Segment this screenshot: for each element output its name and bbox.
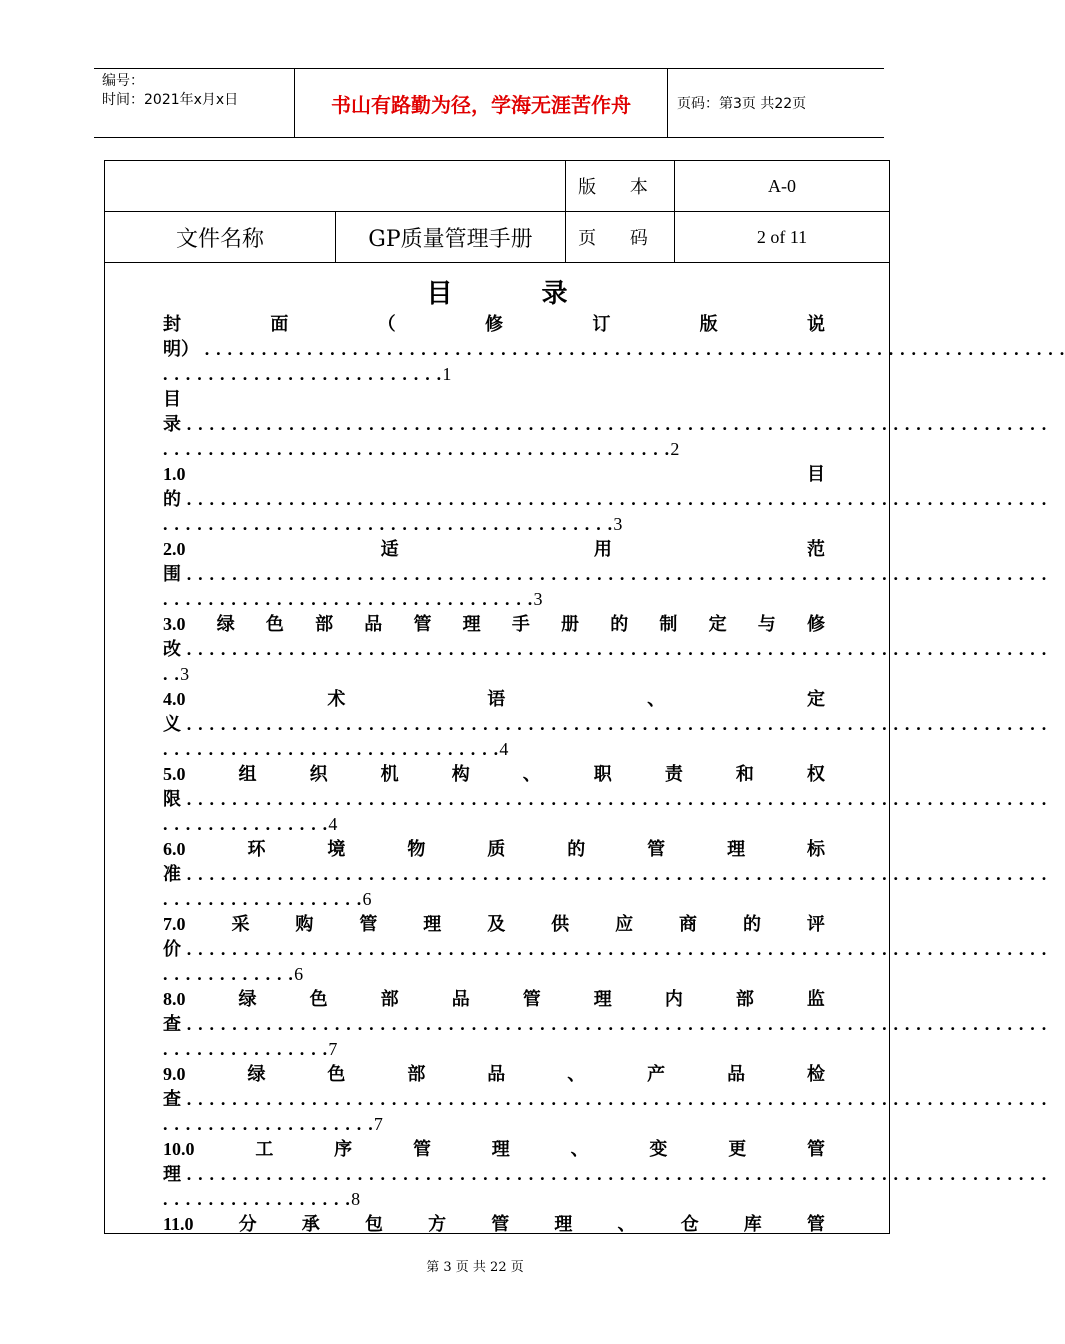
toc-heading-part: 术 bbox=[327, 689, 346, 709]
toc-heading-part: 修 bbox=[806, 614, 825, 634]
dot-leader: . . . . . . . . . . . . . . . . . . . . . . . . . . . . . . . . . . . . . . . . . . . . . . . . . . . . . . . . . . . . . . . . . . . . . . . . . . . . bbox=[181, 414, 1048, 434]
toc-heading-part: 理 bbox=[423, 914, 442, 934]
time-line: 时间：2021年x月x日 bbox=[102, 92, 239, 108]
toc-entry-heading bbox=[163, 762, 825, 787]
toc-heading-part: 部 bbox=[407, 1064, 426, 1084]
toc-heading-tail: 改 bbox=[163, 639, 181, 659]
dot-leader: . . . . . . . . . . . . . . . . . . . . . . . . . . . . . . . . . . . . . . . . . . . . . . . . . . . . . . . . . . . . . . . . . . . . . . . . . . . . bbox=[181, 1089, 1048, 1109]
toc-heading-part: 管 bbox=[412, 1139, 431, 1159]
toc-heading-part: 的 bbox=[610, 614, 629, 634]
toc-heading-part: 色 bbox=[265, 614, 284, 634]
toc-heading-part: 、 bbox=[617, 1214, 636, 1234]
toc-heading-part: 5.0 bbox=[163, 764, 186, 784]
toc-heading-part: 品 bbox=[487, 1064, 506, 1084]
toc-entry-page-line bbox=[163, 812, 825, 837]
toc-entry-page-line bbox=[163, 437, 825, 462]
toc-heading-part: 商 bbox=[679, 914, 697, 934]
toc-heading-part: 理 bbox=[554, 1214, 573, 1234]
toc-entry-page-line bbox=[163, 662, 825, 687]
filename-label: 文件名称 bbox=[175, 226, 264, 252]
toc-heading-part: 制 bbox=[659, 614, 678, 634]
toc-heading-part: 理 bbox=[491, 1139, 510, 1159]
toc-heading-part: 绿 bbox=[247, 1064, 266, 1084]
toc-heading-part: 织 bbox=[309, 764, 328, 784]
toc-entry-tail bbox=[163, 487, 1048, 512]
toc-entry-page-line bbox=[163, 962, 825, 987]
dot-leader: . . . . . . . . . . . . . . . . . bbox=[163, 1189, 352, 1209]
toc-entry-heading bbox=[163, 312, 825, 337]
toc-heading-part: 定 bbox=[708, 614, 727, 634]
document-frame bbox=[104, 160, 1065, 1234]
toc-heading-part: 仓 bbox=[680, 1214, 699, 1234]
toc-heading-part: 、 bbox=[567, 1064, 586, 1084]
dot-leader: . . . . . . . . . . . . . . . . . . . . . . . . . . . . . . . . . . . . . . . . . . . . . . . . . . . . . . . . . . . . . . . . . . . . . . . . . . . . bbox=[181, 639, 1048, 659]
toc-heading-part: 管 bbox=[359, 914, 378, 934]
toc-entry-heading bbox=[163, 837, 825, 862]
toc-heading-part: 绿 bbox=[216, 614, 235, 634]
toc-page-number: 6 bbox=[294, 964, 304, 984]
toc-entry-heading bbox=[163, 387, 825, 412]
toc-heading-tail: 准 bbox=[163, 864, 181, 884]
dot-leader: . . . . . . . . . . . . . . . . . . . . . . . . . . . . . . . . . . . . . . . . . . . . . . . . . . . . . . . . . . . . . . . . . . . . . . . . . . . . bbox=[181, 789, 1048, 809]
toc-entry-heading bbox=[163, 687, 825, 712]
toc-entry-page-line bbox=[163, 1112, 825, 1137]
dot-leader: . . . . . . . . . . . . . . . . . . . . . . . . . . . . . . . . . . . . . . . . . . . . . . . . . . . . . . . . . . . . . . . . . . . . . . . . . . . . bbox=[199, 339, 1065, 359]
dot-leader: . . . . . . . . . . . . . . . . . . . . . . . . . . . . . . . . . . . . . . . . . . . . . . . . . . . . . . . . . . . . . . . . . . . . . . . . . . . . bbox=[181, 864, 1048, 884]
toc-heading-part: 品 bbox=[451, 989, 470, 1009]
toc-heading-part: 采 bbox=[231, 914, 250, 934]
toc-heading-part: 目 bbox=[807, 464, 825, 484]
toc-heading-part: 11.0 bbox=[163, 1214, 194, 1234]
toc-heading-tail: 录 bbox=[163, 414, 181, 434]
dot-leader: . . . . . . . . . . . . . . . . . . . bbox=[163, 1114, 374, 1134]
toc-heading-part: 承 bbox=[301, 1214, 320, 1234]
toc-heading-part: 部 bbox=[735, 989, 754, 1009]
toc-entry-tail bbox=[163, 562, 1048, 587]
dot-leader: . . . . . . . . . . . . . . . . . . . . . . . . . . . . . . . . . . . . . . . . . . . . . . . . . . . . . . . . . . . . . . . . . . . . . . . . . . . . bbox=[181, 489, 1048, 509]
toc-heading-part: 、 bbox=[647, 689, 666, 709]
toc-heading-part: 质 bbox=[487, 839, 506, 859]
toc-heading-tail: 明） bbox=[163, 339, 199, 359]
toc-heading-part: 管 bbox=[413, 614, 432, 634]
toc-heading-part: 机 bbox=[380, 764, 399, 784]
dot-leader: . . . . . . . . . . . . . . . . . . . . . . . . . . . . . . . . . . . . . . . . . . . . . . . . . . . . . . . . . . . . . . . . . . . . . . . . . . . . bbox=[181, 1014, 1048, 1034]
toc-heading-part: 语 bbox=[487, 689, 506, 709]
doc-header-row-2 bbox=[105, 212, 889, 263]
toc-page-number: 4 bbox=[328, 814, 338, 834]
toc-heading-part: 责 bbox=[664, 764, 683, 784]
toc-heading-part: 1.0 bbox=[163, 464, 186, 484]
toc-heading-tail: 限 bbox=[163, 789, 181, 809]
dot-leader: . . . . . . . . . . . . . . . . . . . . . . . . . . . . . . bbox=[163, 739, 500, 759]
toc-heading-part: 和 bbox=[735, 764, 754, 784]
toc-heading-part: 包 bbox=[364, 1214, 383, 1234]
toc-heading-part: 供 bbox=[551, 914, 570, 934]
toc-entry-heading bbox=[163, 462, 825, 487]
dot-leader: . . . . . . . . . . . . . . . . . . . . . . . . . . . . . . . . . . . . . . . . . . . . . . . . . . . . . . . . . . . . . . . . . . . . . . . . . . . . bbox=[181, 564, 1048, 584]
toc-heading-part: 9.0 bbox=[163, 1064, 186, 1084]
toc-page-number: 6 bbox=[362, 889, 372, 909]
dot-leader: . . . . . . . . . . . . . . . . . . . . . . . . . . . . . . . . . . . . . . . . . . . . . . . . . . . . . . . . . . . . . . . . . . . . . . . . . . . . bbox=[181, 1164, 1048, 1184]
toc-heading-tail: 理 bbox=[163, 1164, 181, 1184]
toc-page-number: 4 bbox=[499, 739, 509, 759]
doc-header-row-1 bbox=[105, 161, 889, 212]
toc-page-number: 7 bbox=[373, 1114, 383, 1134]
toc-heading-part: 订 bbox=[592, 314, 611, 334]
toc-heading-part: 理 bbox=[462, 614, 481, 634]
toc-heading-tail: 围 bbox=[163, 564, 181, 584]
dot-leader: . . bbox=[163, 664, 181, 684]
toc-heading-part: 部 bbox=[315, 614, 334, 634]
toc-heading-part: 产 bbox=[647, 1064, 666, 1084]
toc-entry-tail bbox=[163, 937, 1048, 962]
toc-heading-part: 2.0 bbox=[163, 539, 186, 559]
header-page-info: 页码：第3页 共22页 bbox=[677, 96, 807, 112]
toc-heading-part: 目 bbox=[163, 389, 181, 409]
toc-heading-part: 理 bbox=[727, 839, 746, 859]
toc-heading-part: 构 bbox=[451, 764, 470, 784]
toc-heading-part: 部 bbox=[380, 989, 399, 1009]
toc-entry-page-line bbox=[163, 1187, 825, 1212]
filename-value: GP质量管理手册 bbox=[335, 212, 565, 262]
toc-heading-part: 组 bbox=[238, 764, 257, 784]
toc-heading-part: 说 bbox=[806, 314, 825, 334]
dot-leader: . . . . . . . . . . . . . . . . . . . . . . . . . . . . . . . . . . . . . . . . . . . . . . . . . . . . . . . . . . . . . . . . . . . . . . . . . . . . bbox=[181, 939, 1048, 959]
toc-list bbox=[163, 312, 1065, 1237]
toc-entry-heading bbox=[163, 1062, 825, 1087]
toc-page-number: 3 bbox=[613, 514, 623, 534]
toc-entry-tail bbox=[163, 412, 1048, 437]
dot-leader: . . . . . . . . . . . . bbox=[163, 964, 295, 984]
toc-heading-part: 更 bbox=[728, 1139, 747, 1159]
toc-heading-part: 检 bbox=[807, 1064, 825, 1084]
toc-heading-part: 及 bbox=[487, 914, 506, 934]
toc-page-number: 3 bbox=[533, 589, 543, 609]
toc-heading-part: 管 bbox=[491, 1214, 510, 1234]
toc-heading-part: 应 bbox=[615, 914, 634, 934]
toc-entry-heading bbox=[163, 1212, 825, 1237]
toc-heading-part: 评 bbox=[806, 914, 825, 934]
toc-heading-part: 用 bbox=[593, 539, 612, 559]
toc-heading-part: 库 bbox=[743, 1214, 762, 1234]
toc-heading-part: 范 bbox=[806, 539, 825, 559]
toc-heading-part: 版 bbox=[699, 314, 718, 334]
toc-page-number: 1 bbox=[442, 364, 452, 384]
page-footer: 第 3 页 共 22 页 bbox=[426, 1260, 524, 1275]
toc-entry-heading bbox=[163, 987, 825, 1012]
dot-leader: . . . . . . . . . . . . . . . bbox=[163, 1039, 329, 1059]
toc-heading-tail: 的 bbox=[163, 489, 181, 509]
toc-heading-tail: 义 bbox=[163, 714, 181, 734]
toc-heading-part: 权 bbox=[806, 764, 825, 784]
toc-heading-part: 修 bbox=[484, 314, 503, 334]
toc-heading-part: 、 bbox=[570, 1139, 589, 1159]
dot-leader: . . . . . . . . . . . . . . . . . . . . . . . . . . . . . . . . . . . . . . . . bbox=[163, 514, 614, 534]
toc-entry-heading bbox=[163, 1137, 825, 1162]
toc-heading-part: 变 bbox=[649, 1139, 668, 1159]
toc-heading-part: 与 bbox=[757, 614, 776, 634]
toc-heading-part: 物 bbox=[407, 839, 426, 859]
version-value: A-0 bbox=[674, 161, 889, 211]
toc-heading-part: 职 bbox=[593, 764, 612, 784]
toc-heading-part: 品 bbox=[364, 614, 383, 634]
dot-leader: . . . . . . . . . . . . . . . . . . . . . . . . . bbox=[163, 364, 443, 384]
toc-entry-tail bbox=[163, 712, 1048, 737]
toc-entry-page-line bbox=[163, 1037, 825, 1062]
toc-heading-part: 面 bbox=[270, 314, 289, 334]
dot-leader: . . . . . . . . . . . . . . . . . . . . . . . . . . . . . . . . . . . . . . . . . . . . . bbox=[163, 439, 671, 459]
dot-leader: . . . . . . . . . . . . . . . . . . . . . . . . . . . . . . . . . . . . . . . . . . . . . . . . . . . . . . . . . . . . . . . . . . . . . . . . . . . . bbox=[181, 714, 1048, 734]
toc-entry-heading bbox=[163, 612, 825, 637]
toc-heading-part: 3.0 bbox=[163, 614, 186, 634]
toc-entry-heading bbox=[163, 912, 825, 937]
toc-title: 目 录 bbox=[426, 279, 608, 309]
toc-heading-tail: 查 bbox=[163, 1089, 181, 1109]
toc-heading-tail: 价 bbox=[163, 939, 181, 959]
toc-heading-part: 6.0 bbox=[163, 839, 186, 859]
motto: 书山有路勤为径，学海无涯苦作舟 bbox=[294, 69, 668, 137]
toc-entry-tail bbox=[163, 1012, 1048, 1037]
toc-heading-part: 绿 bbox=[238, 989, 257, 1009]
toc-heading-part: 管 bbox=[806, 1214, 825, 1234]
toc-heading-part: 4.0 bbox=[163, 689, 186, 709]
toc-entry-tail bbox=[163, 1087, 1048, 1112]
dot-leader: . . . . . . . . . . . . . . . . . . . . . . . . . . . . . . . . . bbox=[163, 589, 534, 609]
toc-heading-part: 管 bbox=[522, 989, 541, 1009]
toc-heading-part: 内 bbox=[664, 989, 683, 1009]
toc-heading-part: 定 bbox=[807, 689, 825, 709]
toc-entry-page-line bbox=[163, 887, 825, 912]
toc-heading-part: 册 bbox=[561, 614, 579, 634]
toc-heading-part: 封 bbox=[163, 314, 181, 334]
toc-heading-part: 方 bbox=[428, 1214, 447, 1234]
toc-heading-part: 色 bbox=[327, 1064, 346, 1084]
header-meta bbox=[94, 69, 294, 137]
toc-heading-part: 序 bbox=[334, 1139, 353, 1159]
toc-entry-tail bbox=[163, 862, 1048, 887]
dot-leader: . . . . . . . . . . . . . . . bbox=[163, 814, 329, 834]
version-label: 版 本 bbox=[565, 161, 674, 211]
toc-heading-part: 7.0 bbox=[163, 914, 186, 934]
toc-heading-part: 管 bbox=[647, 839, 666, 859]
toc-heading-part: 管 bbox=[807, 1139, 825, 1159]
toc-entry-tail bbox=[163, 637, 1048, 662]
toc-heading-part: 环 bbox=[247, 839, 266, 859]
toc-heading-part: 分 bbox=[238, 1214, 257, 1234]
toc-heading-part: 的 bbox=[567, 839, 586, 859]
toc-entry-page-line bbox=[163, 737, 825, 762]
toc-entry-page-line bbox=[163, 512, 825, 537]
toc-heading-part: 工 bbox=[255, 1139, 274, 1159]
toc-heading-part: 的 bbox=[742, 914, 761, 934]
toc-heading-part: 、 bbox=[522, 764, 541, 784]
toc-heading-part: 监 bbox=[806, 989, 825, 1009]
page-value: 2 of 11 bbox=[674, 212, 889, 262]
page-header bbox=[94, 68, 884, 138]
serial-label: 编号： bbox=[102, 73, 144, 89]
dot-leader: . . . . . . . . . . . . . . . . . . bbox=[163, 889, 363, 909]
toc-heading-part: 手 bbox=[511, 614, 530, 634]
toc-heading-part: 理 bbox=[593, 989, 612, 1009]
toc-heading-part: 适 bbox=[380, 539, 399, 559]
toc-heading-part: 标 bbox=[807, 839, 825, 859]
toc-heading-tail: 查 bbox=[163, 1014, 181, 1034]
toc-heading-part: 品 bbox=[727, 1064, 746, 1084]
toc-page-number: 2 bbox=[670, 439, 680, 459]
toc-page-number: 7 bbox=[328, 1039, 338, 1059]
toc-heading-part: 色 bbox=[309, 989, 328, 1009]
toc-entry-tail bbox=[163, 337, 1065, 362]
toc-entry-heading bbox=[163, 537, 825, 562]
toc-heading-part: 10.0 bbox=[163, 1139, 195, 1159]
toc-heading-part: 8.0 bbox=[163, 989, 186, 1009]
toc-heading-part: 境 bbox=[327, 839, 346, 859]
toc-entry-tail bbox=[163, 787, 1048, 812]
toc-entry-page-line bbox=[163, 587, 825, 612]
toc-page-number: 3 bbox=[180, 664, 190, 684]
toc-heading-part: 购 bbox=[295, 914, 314, 934]
toc-entry-tail bbox=[163, 1162, 1048, 1187]
toc-entry-page-line bbox=[163, 362, 825, 387]
toc-heading-part: （ bbox=[377, 314, 396, 334]
page-label: 页 码 bbox=[565, 212, 674, 262]
toc-page-number: 8 bbox=[351, 1189, 361, 1209]
